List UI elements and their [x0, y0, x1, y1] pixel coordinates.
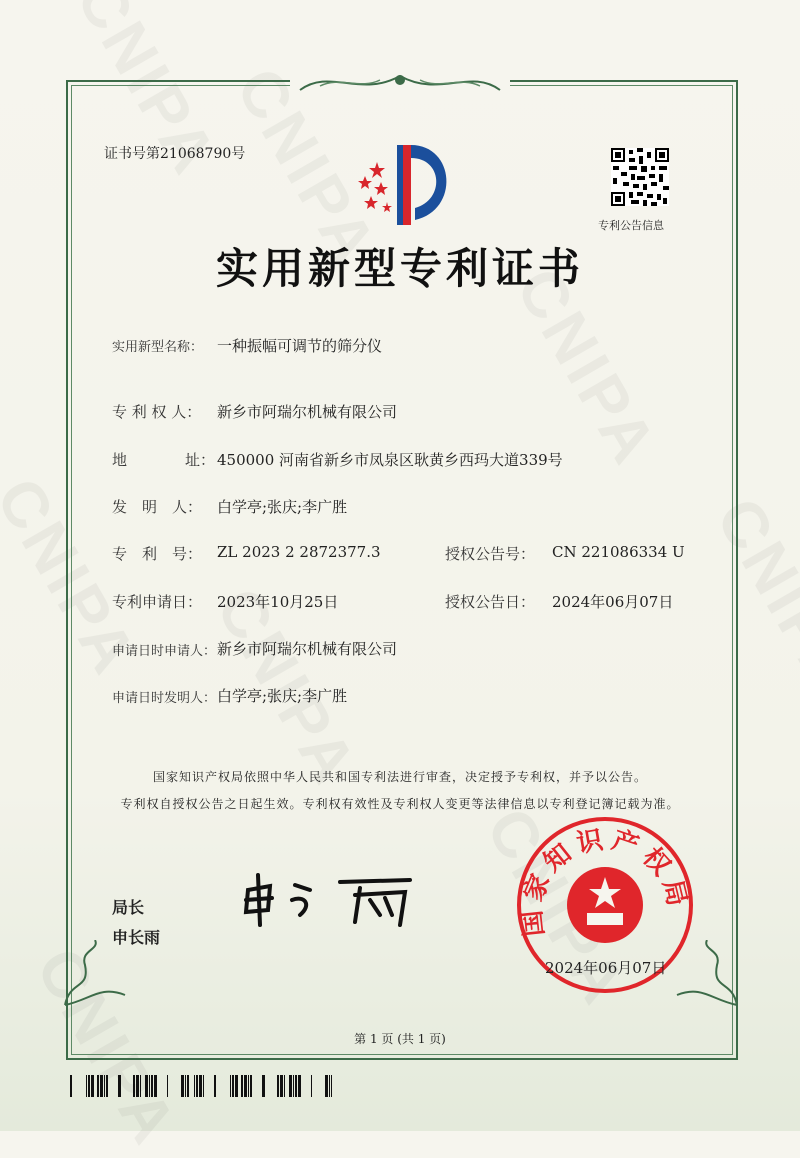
field-label-inventors: 发 明 人：: [112, 498, 203, 516]
field-label-filing-date: 专利申请日：: [112, 593, 203, 611]
corner-ornament: [60, 940, 130, 1010]
field-value-patent-number: ZL 2023 2 2872377.3: [217, 543, 381, 561]
field-value-inventors: 白学亭;张庆;李广胜: [217, 498, 348, 516]
field-label-name: 实用新型名称：: [112, 340, 204, 355]
field-label-publication-date: 授权公告日：: [445, 593, 536, 611]
seal-date: 2024年06月07日: [545, 959, 667, 977]
field-value-inventor-at-filing: 白学亭;张庆;李广胜: [217, 687, 348, 705]
field-value-filing-date: 2023年10月25日: [217, 593, 339, 611]
page-number: 第 1 页 (共 1 页): [354, 1032, 446, 1046]
field-value-address: 450000 河南省新乡市凤泉区耿黄乡西玛大道339号: [217, 451, 563, 469]
field-label-inventor-at-filing: 申请日时发明人：: [112, 691, 217, 706]
qr-label: 专利公告信息: [598, 219, 664, 232]
cnipa-logo: [345, 140, 465, 230]
field-label-applicant-at-filing: 申请日时申请人：: [112, 644, 217, 659]
barcode: [64, 1075, 332, 1097]
director-signature: [240, 870, 420, 930]
director-name: 申长雨: [112, 928, 161, 947]
certificate-number: 证书号第21068790号: [104, 146, 246, 162]
qr-code[interactable]: [611, 148, 669, 206]
notice-line-2: 专利权自授权公告之日起生效。专利权有效性及专利权人变更等法律信息以专利登记簿记载为准。: [120, 797, 680, 811]
field-label-publication-number: 授权公告号：: [445, 545, 536, 563]
field-value-name: 一种振幅可调节的筛分仪: [217, 337, 383, 355]
field-value-patentee: 新乡市阿瑞尔机械有限公司: [217, 403, 398, 421]
director-title: 局长: [112, 898, 145, 917]
field-value-publication-number: CN 221086334 U: [552, 543, 685, 561]
notice-line-1: 国家知识产权局依照中华人民共和国专利法进行审查，决定授予专利权，并予以公告。: [152, 770, 647, 784]
field-label-address: 地: [112, 451, 128, 469]
field-label-address-suffix: 址：: [185, 451, 216, 469]
field-value-publication-date: 2024年06月07日: [552, 593, 674, 611]
page-title: 实用新型专利证书: [215, 244, 584, 293]
top-ornament: [290, 68, 510, 98]
field-label-patent-number: 专 利 号：: [112, 545, 203, 563]
field-label-patentee: 专 利 权 人：: [112, 403, 202, 421]
seal-text: 国家知识产权局: [516, 824, 694, 938]
field-value-applicant-at-filing: 新乡市阿瑞尔机械有限公司: [217, 640, 398, 658]
